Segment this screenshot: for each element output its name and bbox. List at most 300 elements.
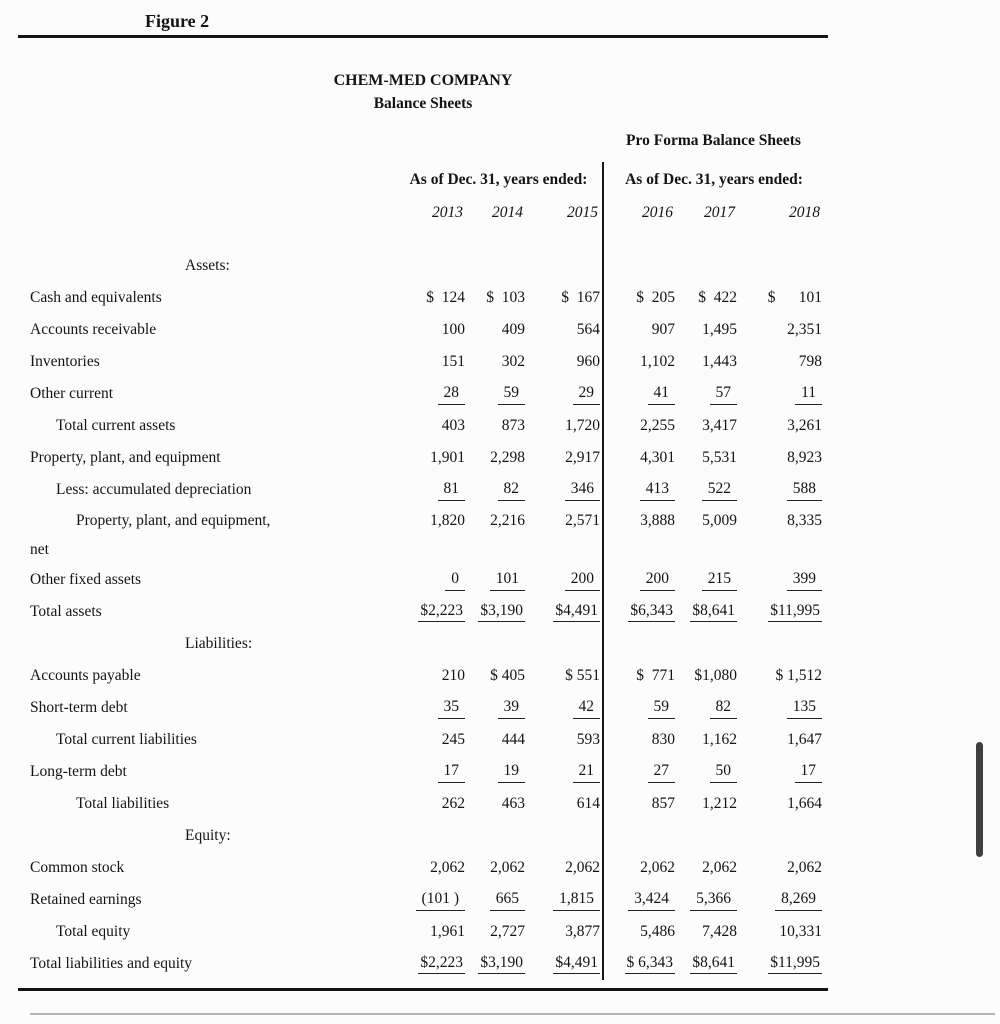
value-cell [739, 820, 824, 852]
row-label: Other fixed assets [30, 571, 142, 588]
value-cell [527, 916, 603, 948]
cell-value: 245 [441, 731, 465, 748]
value-cell [739, 442, 824, 474]
value-cell [677, 346, 739, 378]
cell-value: 2,062 [565, 859, 600, 876]
cell-value: 3,417 [702, 417, 737, 434]
value-cell [603, 378, 677, 410]
cell-value: 5,009 [702, 512, 737, 529]
cell-value: 50 [710, 762, 738, 783]
value-cell [603, 506, 677, 564]
value-cell [395, 378, 467, 410]
value-cell [395, 756, 467, 788]
value-cell [467, 660, 527, 692]
value-cell [603, 596, 677, 628]
value-cell [603, 756, 677, 788]
table-row [30, 282, 824, 314]
value-cell [677, 474, 739, 506]
cell-value: 21 [573, 762, 601, 783]
value-cell [527, 852, 603, 884]
row-label: Total liabilities and equity [30, 955, 193, 972]
cell-value: 0 [445, 570, 465, 591]
table-row [30, 756, 824, 788]
value-cell [739, 724, 824, 756]
value-cell [527, 474, 603, 506]
value-cell [395, 948, 467, 980]
scrollbar-thumb[interactable] [976, 742, 983, 857]
cell-value: 2,062 [787, 859, 823, 876]
cell-value: $3,190 [478, 954, 525, 974]
value-cell [677, 852, 739, 884]
cell-value: $2,223 [418, 602, 465, 622]
table-row [30, 788, 824, 820]
cell-value: 302 [501, 353, 525, 370]
cell-value: $ 551 [565, 667, 600, 684]
cell-value: 1,212 [702, 795, 737, 812]
row-label: Short-term debt [30, 699, 128, 716]
value-cell [527, 884, 603, 916]
cell-value: 907 [651, 321, 675, 338]
table-row [30, 692, 824, 724]
value-cell [739, 788, 824, 820]
cell-value: 8,335 [787, 512, 823, 529]
value-cell [527, 250, 603, 282]
cell-value: 210 [441, 667, 465, 684]
value-cell [739, 410, 824, 442]
cell-value: 8,269 [775, 890, 822, 911]
cell-value: 444 [501, 731, 525, 748]
cell-value: 403 [441, 417, 465, 434]
title-block [18, 72, 828, 113]
bottom-rule [18, 988, 828, 991]
value-cell [467, 852, 527, 884]
value-cell [739, 692, 824, 724]
cell-value: 1,901 [430, 449, 465, 466]
cell-value: 2,062 [702, 859, 737, 876]
value-cell [467, 250, 527, 282]
section-row [30, 250, 824, 282]
cell-value: 8,923 [787, 449, 823, 466]
row-label: Total current assets [56, 417, 176, 434]
value-cell [739, 564, 824, 596]
value-cell [603, 564, 677, 596]
cell-value: $4,491 [553, 954, 600, 974]
cell-value: $ 1,512 [775, 667, 823, 684]
cell-value: 11 [795, 384, 822, 405]
cell-value: 960 [576, 353, 600, 370]
cell-value: 1,815 [553, 890, 600, 911]
cell-value: 2,255 [640, 417, 675, 434]
cell-value: (101 ) [416, 890, 465, 911]
value-cell [739, 660, 824, 692]
cell-value: 135 [787, 698, 822, 719]
company-title: CHEM-MED COMPANY [333, 72, 513, 89]
value-cell [395, 852, 467, 884]
cell-value: 3,877 [565, 923, 600, 940]
row-label: Accounts payable [30, 667, 141, 684]
table-row [30, 916, 824, 948]
row-label: Total liabilities [76, 795, 170, 812]
value-cell [603, 346, 677, 378]
cell-value: 564 [576, 321, 600, 338]
cell-value: 28 [438, 384, 466, 405]
section-label: Equity: [185, 827, 231, 844]
cell-value: 2,917 [565, 449, 600, 466]
value-cell [395, 314, 467, 346]
value-cell [677, 596, 739, 628]
cell-value: $ 405 [490, 667, 525, 684]
cell-value: 1,664 [787, 795, 823, 812]
year-label: 2017 [704, 204, 735, 221]
row-label: Accounts receivable [30, 321, 157, 338]
value-cell [739, 346, 824, 378]
cell-value: $ 101 [767, 289, 823, 306]
cell-value: 5,531 [702, 449, 737, 466]
cell-value: 857 [651, 795, 675, 812]
value-cell [677, 948, 739, 980]
value-cell [603, 948, 677, 980]
table-row [30, 378, 824, 410]
cell-value: 42 [573, 698, 601, 719]
value-cell [603, 692, 677, 724]
value-cell [527, 788, 603, 820]
value-cell [677, 250, 739, 282]
cell-value: 3,424 [628, 890, 675, 911]
cell-value: 2,351 [787, 321, 823, 338]
cell-value: $ 6,343 [625, 954, 676, 974]
cell-value: 593 [576, 731, 600, 748]
value-cell [467, 884, 527, 916]
cell-value: 10,331 [779, 923, 823, 940]
value-cell [677, 314, 739, 346]
value-cell [467, 948, 527, 980]
table-row [30, 442, 824, 474]
value-cell [527, 756, 603, 788]
value-cell [677, 916, 739, 948]
cell-value: $ 205 [636, 289, 675, 306]
balance-sheet-table [30, 132, 824, 980]
figure-label: Figure 2 [145, 11, 210, 31]
value-cell [527, 628, 603, 660]
value-cell [739, 596, 824, 628]
value-cell [739, 250, 824, 282]
row-label: Other current [30, 385, 114, 402]
value-cell [739, 628, 824, 660]
row-label [30, 506, 395, 564]
year-label: 2016 [603, 198, 677, 250]
cell-value: 399 [787, 570, 822, 591]
table-row [30, 314, 824, 346]
cell-value: 101 [490, 570, 525, 591]
doc-subtitle: Balance Sheets [373, 95, 473, 112]
years-row [30, 198, 824, 250]
row-label: Long-term debt [30, 763, 127, 780]
value-cell [395, 628, 467, 660]
cell-value: 3,888 [640, 512, 675, 529]
cell-value: 57 [710, 384, 738, 405]
value-cell [603, 724, 677, 756]
proforma-title-row [30, 132, 824, 162]
year-label: 2018 [789, 204, 821, 221]
cell-value: 5,486 [640, 923, 675, 940]
value-cell [527, 660, 603, 692]
value-cell [527, 564, 603, 596]
value-cell [677, 628, 739, 660]
value-cell [527, 442, 603, 474]
cell-value: 2,298 [490, 449, 525, 466]
value-cell [467, 474, 527, 506]
table-row [30, 724, 824, 756]
value-cell [395, 820, 467, 852]
cell-value: 1,647 [787, 731, 823, 748]
cell-value: 4,301 [640, 449, 675, 466]
proforma-title: Pro Forma Balance Sheets [626, 132, 801, 149]
cell-value: 41 [648, 384, 676, 405]
value-cell [739, 756, 824, 788]
cell-value: $3,190 [478, 602, 525, 622]
value-cell [739, 314, 824, 346]
cell-value: 1,961 [430, 923, 465, 940]
section-label: Assets: [185, 257, 230, 274]
value-cell [395, 596, 467, 628]
value-cell [467, 596, 527, 628]
cell-value: 1,820 [430, 512, 465, 529]
value-cell [603, 250, 677, 282]
cell-value: 262 [441, 795, 465, 812]
value-cell [603, 788, 677, 820]
value-cell [527, 692, 603, 724]
value-cell [739, 474, 824, 506]
cell-value: 463 [501, 795, 525, 812]
value-cell [467, 628, 527, 660]
table-row [30, 410, 824, 442]
cell-value: 2,216 [490, 512, 525, 529]
table-row [30, 506, 824, 564]
row-label: Less: accumulated depreciation [56, 481, 252, 498]
cell-value: $6,343 [628, 602, 675, 622]
value-cell [603, 410, 677, 442]
cell-value: 17 [438, 762, 466, 783]
cell-value: 1,102 [640, 353, 675, 370]
row-label: Retained earnings [30, 891, 142, 908]
cell-value: $ 422 [698, 289, 737, 306]
spacer-cell [30, 198, 395, 250]
value-cell [467, 442, 527, 474]
table-row [30, 596, 824, 628]
value-cell [467, 410, 527, 442]
value-cell [527, 724, 603, 756]
value-cell [739, 948, 824, 980]
row-label-line2: net [30, 541, 49, 558]
cell-value: 7,428 [702, 923, 737, 940]
section-label: Liabilities: [185, 635, 253, 652]
cell-value: 81 [438, 480, 466, 501]
cell-value: 588 [787, 480, 822, 501]
cell-value: 200 [565, 570, 600, 591]
cell-value: 413 [640, 480, 675, 501]
cell-value: $ 103 [486, 289, 525, 306]
cell-value: 2,062 [430, 859, 465, 876]
cell-value: $ 771 [636, 667, 675, 684]
value-cell [677, 788, 739, 820]
value-cell [677, 884, 739, 916]
cell-value: 27 [648, 762, 676, 783]
value-cell [395, 442, 467, 474]
cell-value: 100 [441, 321, 465, 338]
row-label: Total current liabilities [56, 731, 197, 748]
cell-value: 2,062 [490, 859, 525, 876]
spacer-cell [30, 162, 395, 198]
cell-value: 409 [501, 321, 525, 338]
value-cell [527, 410, 603, 442]
cell-value: 151 [441, 353, 465, 370]
cell-value: $11,995 [768, 602, 822, 622]
year-label: 2014 [492, 204, 523, 221]
cell-value: 29 [573, 384, 601, 405]
year-label: 2015 [567, 204, 598, 221]
top-rule [18, 35, 828, 38]
value-cell [677, 506, 739, 564]
row-label: Inventories [30, 353, 100, 370]
value-cell [527, 314, 603, 346]
value-cell [395, 282, 467, 314]
cell-value: 2,062 [640, 859, 675, 876]
value-cell [395, 884, 467, 916]
value-cell [467, 346, 527, 378]
value-cell [603, 442, 677, 474]
cell-value: $8,641 [690, 602, 737, 622]
value-cell [467, 314, 527, 346]
cell-value: $11,995 [768, 954, 822, 974]
value-cell [739, 916, 824, 948]
value-cell [527, 506, 603, 564]
cell-value: 2,571 [565, 512, 600, 529]
value-cell [467, 756, 527, 788]
value-cell [603, 916, 677, 948]
table-row [30, 852, 824, 884]
value-cell [395, 660, 467, 692]
value-cell [603, 884, 677, 916]
value-cell [739, 282, 824, 314]
value-cell [677, 660, 739, 692]
table-row [30, 660, 824, 692]
cell-value: 200 [640, 570, 675, 591]
value-cell [467, 506, 527, 564]
value-cell [395, 564, 467, 596]
value-cell [395, 410, 467, 442]
table-body [30, 250, 824, 980]
cell-value: 17 [795, 762, 823, 783]
value-cell [527, 378, 603, 410]
value-cell [467, 820, 527, 852]
value-cell [395, 788, 467, 820]
value-cell [677, 282, 739, 314]
cell-value: 830 [651, 731, 675, 748]
cell-value: 1,162 [702, 731, 737, 748]
cell-value: $ 167 [561, 289, 600, 306]
value-cell [677, 442, 739, 474]
value-cell [603, 852, 677, 884]
value-cell [677, 692, 739, 724]
cell-value: 82 [710, 698, 738, 719]
value-cell [527, 346, 603, 378]
value-cell [603, 474, 677, 506]
value-cell [467, 724, 527, 756]
cell-value: 522 [702, 480, 737, 501]
year-label: 2013 [432, 204, 463, 221]
row-label: Total assets [30, 603, 102, 620]
row-label-line1: Property, plant, and equipment, [76, 512, 271, 529]
value-cell [739, 506, 824, 564]
value-cell [527, 596, 603, 628]
value-cell [677, 564, 739, 596]
value-cell [603, 628, 677, 660]
proforma-period-header: As of Dec. 31, years ended: [603, 162, 824, 198]
cell-value: 215 [702, 570, 737, 591]
value-cell [677, 410, 739, 442]
table-row [30, 948, 824, 980]
spacer-cell [30, 132, 603, 162]
table-row [30, 474, 824, 506]
row-label: Total equity [56, 923, 131, 940]
cell-value: 614 [576, 795, 600, 812]
value-cell [603, 820, 677, 852]
value-cell [603, 660, 677, 692]
value-cell [739, 884, 824, 916]
cell-value: 35 [438, 698, 466, 719]
cell-value: 873 [501, 417, 525, 434]
value-cell [467, 692, 527, 724]
value-cell [395, 346, 467, 378]
row-label: Cash and equivalents [30, 289, 162, 306]
cell-value: 82 [498, 480, 526, 501]
value-cell [677, 724, 739, 756]
value-cell [467, 282, 527, 314]
cell-value: $1,080 [694, 667, 737, 684]
cell-value: 59 [648, 698, 676, 719]
cell-value: 5,366 [690, 890, 737, 911]
cell-value: 39 [498, 698, 526, 719]
value-cell [677, 756, 739, 788]
bottom-gray-rule [30, 1013, 995, 1015]
cell-value: $4,491 [553, 602, 600, 622]
value-cell [739, 378, 824, 410]
table-row [30, 346, 824, 378]
value-cell [395, 692, 467, 724]
value-cell [603, 282, 677, 314]
table-row [30, 884, 824, 916]
value-cell [467, 378, 527, 410]
cell-value: 3,261 [787, 417, 823, 434]
cell-value: 2,727 [490, 923, 525, 940]
section-row [30, 820, 824, 852]
period-header-row [30, 162, 824, 198]
row-label: Common stock [30, 859, 125, 876]
cell-value: $ 124 [426, 289, 465, 306]
table-row [30, 564, 824, 596]
cell-value: 346 [565, 480, 600, 501]
value-cell [395, 506, 467, 564]
section-row [30, 628, 824, 660]
row-label: Property, plant, and equipment [30, 449, 221, 466]
value-cell [603, 314, 677, 346]
actual-period-header: As of Dec. 31, years ended: [409, 171, 588, 188]
cell-value: 1,720 [565, 417, 600, 434]
value-cell [677, 378, 739, 410]
value-cell [467, 788, 527, 820]
value-cell [677, 820, 739, 852]
value-cell [395, 724, 467, 756]
